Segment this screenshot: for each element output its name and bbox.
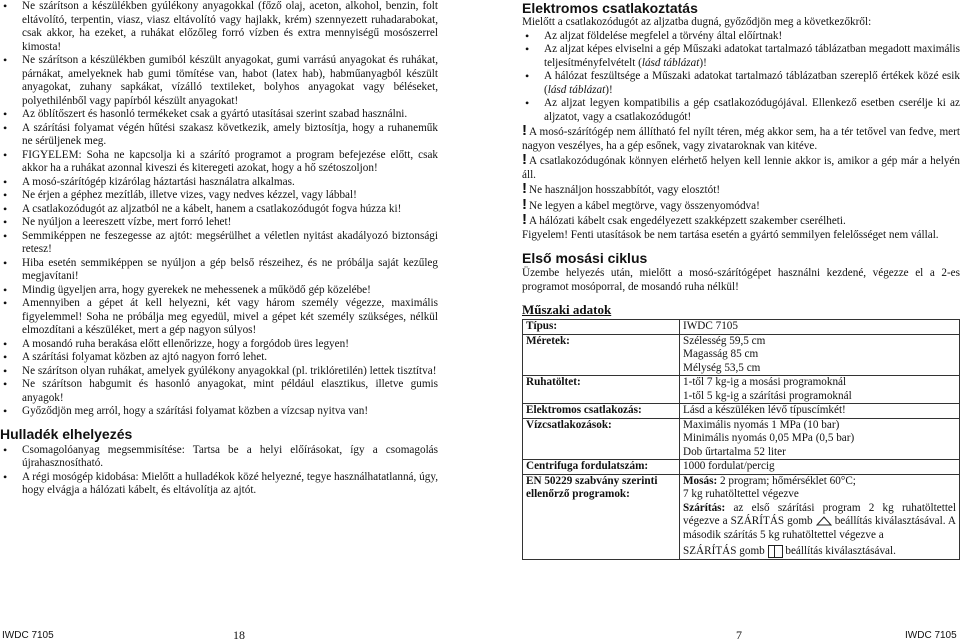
table-row: Méretek: Szélesség 59,5 cm Magasság 85 cm Mélység 53,5 cm xyxy=(523,334,960,376)
warning-icon: ! xyxy=(522,122,527,139)
tech-heading: Műszaki adatok xyxy=(522,302,612,317)
electrical-intro: Mielőtt a csatlakozódugót az aljzatba dugná, győződjön meg a következőkről: xyxy=(522,16,872,28)
warning-item: ! A csatlakozódugónak könnyen elérhető helyen kell lennie akkor is, amikor a gép már a helyén áll. xyxy=(522,151,960,181)
footer-model-left: IWDC 7105 xyxy=(2,630,54,641)
list-item: • A régi mosógép kidobása: Mielőtt a hulladékok közé helyezné, tegye használhatatlanná, úgy, hogy elvágja a hálózati kábelt, és eltávolítja az ajtót. xyxy=(0,471,438,498)
warning-icon: ! xyxy=(522,211,527,228)
left-column xyxy=(0,0,438,498)
list-item: • Az aljzat földelése megfelel a törvény által előírtnak! xyxy=(522,30,960,44)
warning-item: ! Ne használjon hosszabbítót, vagy elosztót! xyxy=(522,180,721,197)
page-number-right: 7 xyxy=(736,628,742,642)
disposal-heading: Hulladék elhelyezés xyxy=(0,425,133,442)
list-item: • A szárítási folyamat végén hűtési szakasz következik, amely biztosítja, hogy a ruhaneműk ne sérüljenek meg. xyxy=(0,122,438,149)
list-item: • Ne szárítson habgumit és hasonló anyagokat, mint például elasztikus, illetve gumis anyagok! xyxy=(0,378,438,405)
list-item: • Ne érjen a géphez mezítláb, illetve vizes, vagy nedves kézzel, vagy lábbal! xyxy=(0,189,438,203)
list-item: • Az aljzat képes elviselni a gép Műszaki adatokat tartalmazó táblázatban megadott maximális teljesítményfelvételt (lásd táblázat)! xyxy=(522,43,960,70)
warning-item: ! A hálózati kábelt csak engedélyezett szakképzett szakember cserélheti. xyxy=(522,211,846,228)
disposal-list xyxy=(0,444,438,498)
list-item: • A csatlakozódugót az aljzatból ne a kábelt, hanem a csatlakozódugót fogva húzza ki! xyxy=(0,203,438,217)
electrical-list xyxy=(522,30,960,125)
table-row: EN 50229 szabvány szerinti ellenőrző programok: Mosás: 2 program; hőmérséklet 60°C; 7 kg ruhatöltettel végezve Szárítás: az első szárítási program 2 kg ruhatöltettel végezve a SZÁRÍTÁS gomb beállítás kiválasztásával. A második szárítás 5 kg ruhatöltettel végezve a SZÁRÍTÁS gomb beállítás kiválasztásával. xyxy=(523,474,960,559)
safety-list xyxy=(0,0,438,419)
list-item: • Csomagolóanyag megsemmisítése: Tartsa be a helyi előírásokat, így a csomagolás újrahasznosítható. xyxy=(0,444,438,471)
list-item: • Az öblítőszert és hasonló termékeket csak a gyártó utasításai szerint szabad használni. xyxy=(0,108,438,122)
list-item: • A szárítási folyamat közben az ajtó nagyon forró lehet. xyxy=(0,351,438,365)
warning-item: ! Ne legyen a kábel megtörve, vagy összenyomódva! xyxy=(522,195,760,213)
specs-table xyxy=(522,319,960,560)
first-wash-heading: Első mosási ciklus xyxy=(522,250,648,266)
list-item: • Ne szárítson a készülékben gumiból készült anyagokat, gumi varrású anyagokat és ruhákat, párnákat, amelyeknek hab gumi tömítése van, habot (latex hab), habműanyagból készült anyagokat, zuhany sapkákat, vízálló textileket, bolyhos anyagokat vagy béléseket, polyethilénből vagy papírból készült anyagokat! xyxy=(0,54,438,108)
warning-icon: ! xyxy=(522,195,527,213)
table-row: Centrifuga fordulatszám: 1000 fordulat/percig xyxy=(523,460,960,475)
electrical-heading: Elektromos csatlakoztatás xyxy=(522,0,698,16)
table-row: Ruhatöltet: 1-től 7 kg-ig a mosási programoknál 1-től 5 kg-ig a szárítási programoknál xyxy=(523,376,960,404)
list-item: • Hiba esetén semmiképpen se nyúljon a gép belső részeihez, és ne próbálja saját kezűleg megjavítani! xyxy=(0,257,438,284)
drying-icon xyxy=(816,516,832,526)
footer-model-right: IWDC 7105 xyxy=(905,630,957,641)
list-item: • FIGYELEM: Soha ne kapcsolja ki a szárító programot a program befejezése előtt, csak akkor ha a ruhákat azonnal kiveszi és kiteregeti azokat, hogy a hő szétoszoljon! xyxy=(0,149,438,176)
warning-tail: Figyelem! Fenti utasítások be nem tartása esetén a gyártó semmilyen felelősséget nem vállal. xyxy=(522,228,939,241)
list-item: • Az aljzat legyen kompatibilis a gép csatlakozódugójával. Ellenkező esetben cserélje ki az aljzatot, vagy a csatlakozódugót! xyxy=(522,97,960,124)
drying-gauge-icon xyxy=(768,545,783,558)
warning-icon: ! xyxy=(522,180,527,197)
table-row: Vízcsatlakozások: Maximális nyomás 1 MPa (10 bar) Minimális nyomás 0,05 MPa (0,5 bar) Dob űrtartalma 52 liter xyxy=(523,418,960,460)
list-item: • Amennyiben a gépet át kell helyezni, két vagy három személy végezze, maximális figyelemmel! Soha ne próbálja meg egyedül, mivel a gépet két személy szükséges, nélkül elmozdítani a készüléket, mert a gép nagyon súlyos! xyxy=(0,297,438,338)
list-item: • Mindig ügyeljen arra, hogy gyerekek ne mehessenek a működő gép közelébe! xyxy=(0,284,438,298)
table-row: Típus: IWDC 7105 xyxy=(523,320,960,335)
first-wash-text: Üzembe helyezés után, mielőtt a mosó-szárítógépet használni kezdené, végezze el a 2-es programot mosóporral, de mosandó ruha nélkül! xyxy=(522,267,960,293)
list-item: • Győződjön meg arról, hogy a szárítási folyamat közben a vízcsap nyitva van! xyxy=(0,405,438,419)
table-row: Elektromos csatlakozás: Lásd a készüléken lévő típuscímkét! xyxy=(523,404,960,419)
list-item: • Ne szárítson olyan ruhákat, amelyek gyúlékony anyagokkal (pl. triklóretilén) lettek tisztítva! xyxy=(0,365,438,379)
list-item: • A hálózat feszültsége a Műszaki adatokat tartalmazó táblázatban szereplő értékek közé esik (lásd táblázat)! xyxy=(522,70,960,97)
list-item: • A mosandó ruha berakása előtt ellenőrizze, hogy a forgódob üres legyen! xyxy=(0,338,438,352)
list-item: • A mosó-szárítógép kizárólag háztartási használatra alkalmas. xyxy=(0,176,438,190)
warning-icon: ! xyxy=(522,151,527,168)
list-item: • Ne nyúljon a leereszett vízbe, mert forró lehet! xyxy=(0,216,438,230)
list-item: • Ne szárítson a készülékben gyúlékony anyagokkal (főző olaj, aceton, alkohol, benzin, folt eltávolító, terpentin, viasz, viasz eltávolító vagy hajlakk, krém) szennyezett ruhadarabokat, csak akkor, ha ezeket, a ruhákat előzőleg forró vízben és extra mennyiségű mosószerrel kimosta! xyxy=(0,0,438,54)
page-number-left: 18 xyxy=(233,628,245,642)
list-item: • Semmiképpen ne feszegesse az ajtót: megsérülhet a véletlen nyitást akadályozó biztonsági retesz! xyxy=(0,230,438,257)
warning-item: ! A mosó-szárítógép nem állítható fel nyílt téren, még akkor sem, ha a tér tetővel van fedve, mert nagyon veszélyes, ha a gép esőnek, vagy zivataroknak van kitéve. xyxy=(522,122,960,152)
right-column xyxy=(522,0,960,560)
